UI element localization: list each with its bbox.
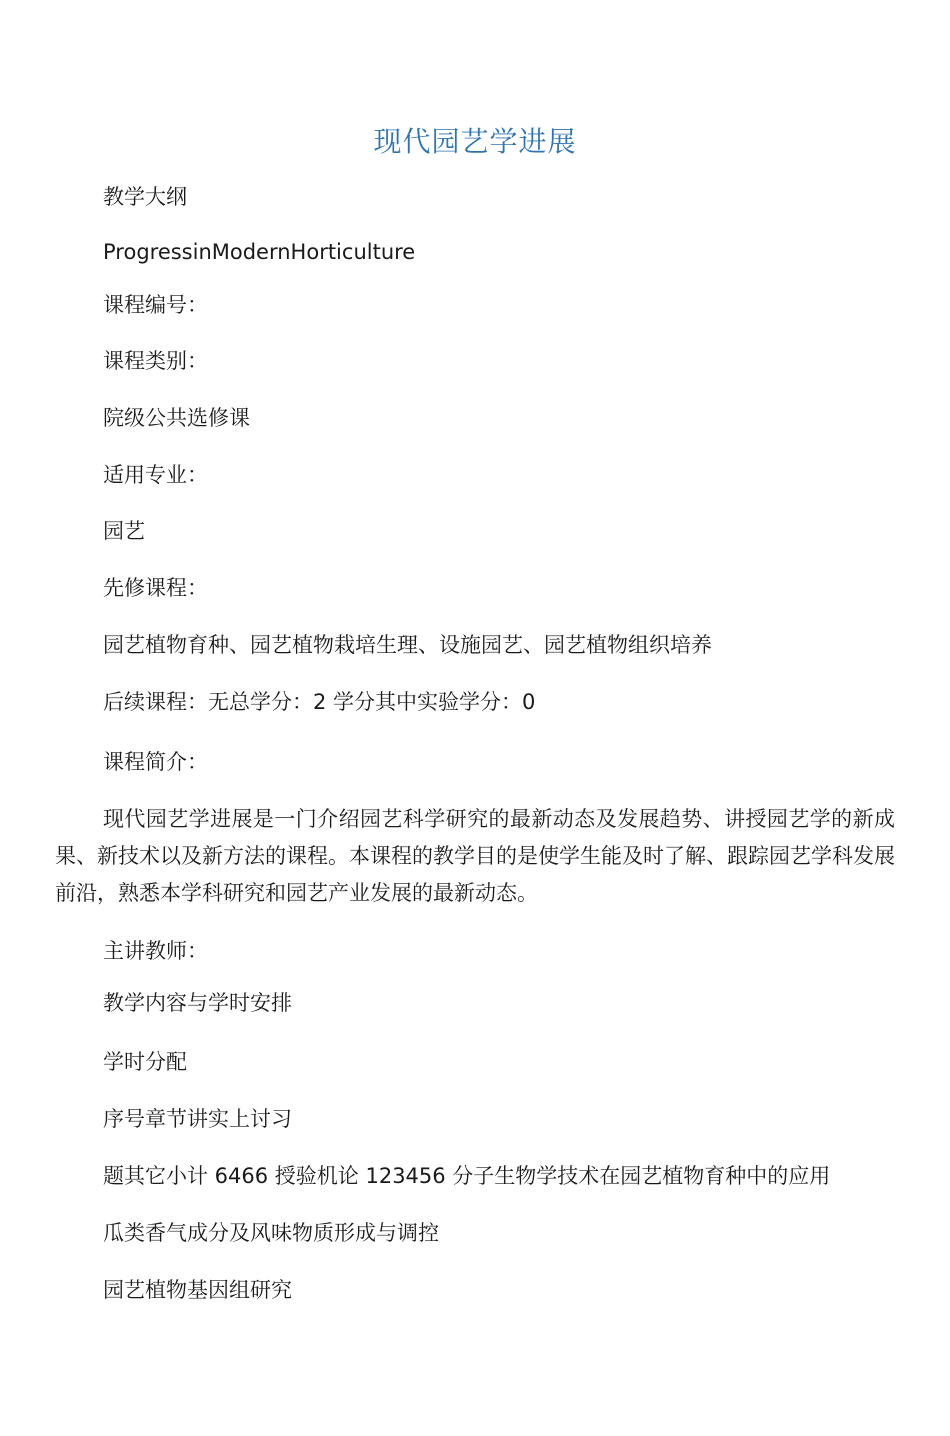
followup-and-credits: 后续课程：无总学分：2 学分其中实验学分：0 [103,690,536,714]
course-number-label: 课程编号： [103,293,208,317]
course-category-label: 课程类别： [103,349,208,373]
lead-teacher-label: 主讲教师： [103,939,208,963]
course-intro-paragraph: 现代园艺学进展是一门介绍园艺科学研究的最新动态及发展趋势、讲授园艺学的新成果、新技术以及新方法的课程。本课程的教学目的是使学生能及时了解、跟踪园艺学科发展前沿，熟悉本学科研究和园艺产业发展的最新动态。 [55,807,895,905]
chapter-item: 瓜类香气成分及风味物质形成与调控 [103,1221,439,1245]
table-header-row-2: 题其它小计 6466 授验机论 123456 分子生物学技术在园艺植物育种中的应用 [103,1164,831,1188]
syllabus-heading: 教学大纲 [103,185,187,209]
course-category-value: 院级公共选修课 [103,406,250,430]
table-header-row-1: 序号章节讲实上讨习 [103,1107,292,1131]
document-title: 现代园艺学进展 [373,125,577,158]
prerequisite-value: 园艺植物育种、园艺植物栽培生理、设施园艺、园艺植物组织培养 [103,633,712,657]
chapter-item: 园艺植物基因组研究 [103,1278,292,1302]
course-intro-label: 课程简介： [103,750,208,774]
english-course-title: ProgressinModernHorticulture [103,240,416,264]
prerequisite-label: 先修课程： [103,576,208,600]
hours-allocation-heading: 学时分配 [103,1050,187,1074]
applicable-major-label: 适用专业： [103,463,208,487]
content-and-hours-heading: 教学内容与学时安排 [103,991,292,1015]
applicable-major-value: 园艺 [103,519,145,543]
